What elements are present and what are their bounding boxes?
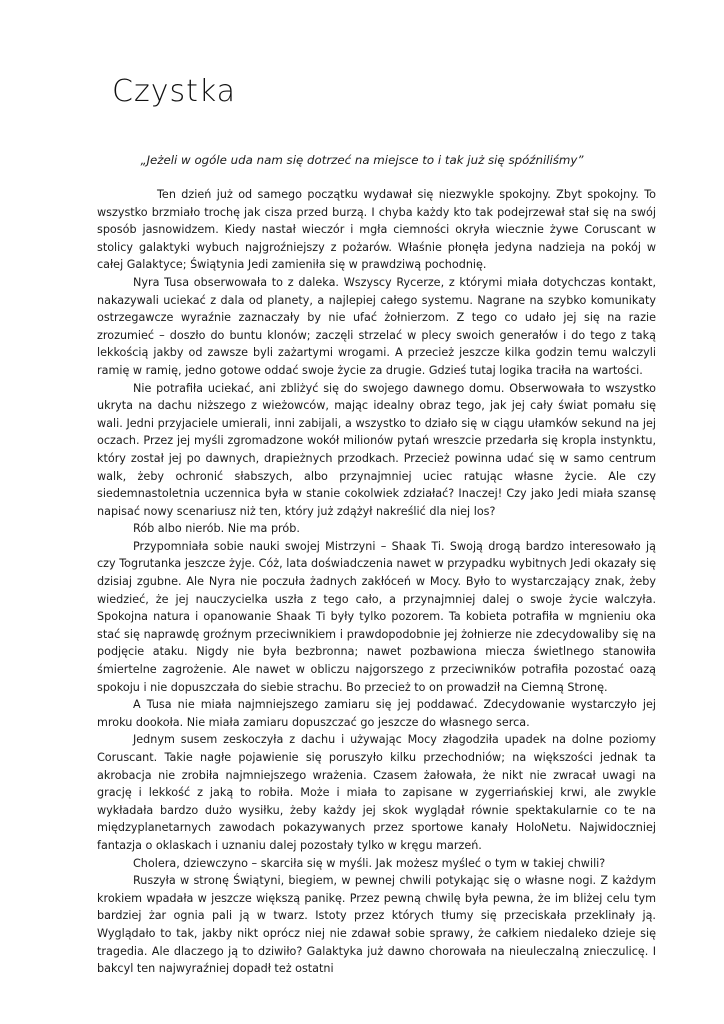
paragraph: Jednym susem zeskoczyła z dachu i używając Mocy złagodziła upadek na dolne poziomy Coruscant. Takie nagłe pojawienie się poruszyło kilku przechodniów; na większości jednak ta akrobacja nie zrobiła najmniejszego wrażenia. Czasem żałowała, że nikt nie zwracał uwagi na grację i lekkość z jaką to robiła. Może i miała to zapisane w zygerriańskiej krwi, ale zwykle wykładała bardzo dużo wysiłku, żeby każdy jej skok wyglądał równie spektakularnie co te na międzyplanetarnych zawodach pokazywanych przez sportowe kanały HoloNetu. Najwidoczniej fantazja o oklaskach i uznaniu dalej pozostały tylko w kręgu marzeń. <box>97 733 656 852</box>
paragraph: Nie potrafiła uciekać, ani zbliżyć się do swojego dawnego domu. Obserwowała to wszystko ukryta na dachu niższego z wieżowców, mając idealny obraz tego, jak jej cały świat pomału się wali. Jedni przyjaciele umierali, inni zabijali, a wszystko to działo się w ciągu ułamków sekund na jej oczach. Przez jej myśli zgromadzone wokół milionów pytań wreszcie przedarła się kropla instynktu, który został jej po dawnych, drapieżnych przodkach. Przecież powinna udać się w samo centrum walk, żeby ochronić słabszych, albo przynajmniej uciec ratując własne życie. Ale czy siedemnastoletnia uczennica była w stanie cokolwiek zdziałać? Inaczej! Czy jako Jedi miała szansę napisać nowy scenariusz niż ten, który już zdążył nakreślić dla niej los? <box>97 381 656 518</box>
paragraph: Ruszyła w stronę Świątyni, biegiem, w pewnej chwili potykając się o własne nogi. Z każdym krokiem wpadała w jeszcze większą panikę. Przez pewną chwilę była pewna, że im bliżej celu tym bardziej żar ognia pali ją w twarz. Istoty przez których tłumy się przeciskała przeklinały ją. Wyglądało to tak, jakby nikt oprócz niej nie zdawał sobie sprawy, że całkiem niedaleko dzieje się tragedia. Ale dlaczego ją to dziwiło? Galaktyka już dawno chorowała na nieuleczalną znieczulicę. I bakcyl ten najwyraźniej dopadł też ostatni <box>97 874 656 976</box>
epigraph: „Jeżeli w ogóle uda nam się dotrzeć na miejsce to i tak już się spóźniliśmy” <box>140 153 584 167</box>
chapter-title: Czystka <box>112 74 237 109</box>
body-text <box>97 186 656 978</box>
paragraph: Nyra Tusa obserwowała to z daleka. Wszyscy Rycerze, z którymi miała dotychczas kontakt, nakazywali uciekać z dala od planety, a najlepiej całego systemu. Nagrane na szybko komunikaty ostrzegawcze wyraźnie zaznaczały by nie ufać żołnierzom. Z tego co udało jej się na razie zrozumieć – doszło do buntu klonów; zaczęli strzelać w plecy swoich generałów i do tego z taką lekkością jakby od zawsze byli zażartymi wrogami. A przecież jeszcze kilka godzin temu walczyli ramię w ramię, jedno gotowe oddać swoje życie za drugie. Gdzieś tutaj logika traciła na wartości. <box>97 275 656 377</box>
paragraph: Rób albo nierób. Nie ma prób. <box>133 522 300 536</box>
paragraph: Przypomniała sobie nauki swojej Mistrzyni – Shaak Ti. Swoją drogą bardzo interesowało ją czy Togrutanka jeszcze żyje. Cóż, lata doświadczenia nawet w przypadku wybitnych Jedi okazały się dzisiaj zgubne. Ale Nyra nie poczuła żadnych zakłóceń w Mocy. Było to wystarczający znak, żeby wiedzieć, że jej nauczycielka uszła z tego cało, a przynajmniej dalej o swoje życie walczyła. Spokojna natura i opanowanie Shaak Ti były tylko pozorem. Ta kobieta potrafiła w mgnieniu oka stać się naprawdę groźnym przeciwnikiem i prawdopodobnie jej żołnierze nie zdecydowaliby się na podjęcie ataku. Nigdy nie była bezbronna; nawet pozbawiona miecza świetlnego stanowiła śmiertelne zagrożenie. Ale nawet w obliczu najgorszego z przeciwników potrafiła pozostać oazą spokoju i nie dopuszczała do siebie strachu. Bo przecież to on prowadził na Ciemną Stronę. <box>97 539 656 694</box>
paragraph: Ten dzień już od samego początku wydawał się niezwykle spokojny. Zbyt spokojny. To wszystko brzmiało trochę jak cisza przed burzą. I chyba każdy kto tak podejrzewał stał się na swój sposób jasnowidzem. Kiedy nastał wieczór i mgła ciemności okryła wiecznie żywe Coruscant w stolicy galaktyki wybuch najgroźniejszy z pożarów. Właśnie płonęła jedyna nadzieja na pokój w całej Galaktyce; Świątynia Jedi zamieniła się w prawdziwą pochodnię. <box>97 188 656 272</box>
paragraph: Cholera, dziewczyno – skarciła się w myśli. Jak możesz myśleć o tym w takiej chwili? <box>133 856 606 870</box>
paragraph: A Tusa nie miała najmniejszego zamiaru się jej poddawać. Zdecydowanie wystarczyło jej mroku dookoła. Nie miała zamiaru dopuszczać go jeszcze do własnego serca. <box>97 698 656 729</box>
